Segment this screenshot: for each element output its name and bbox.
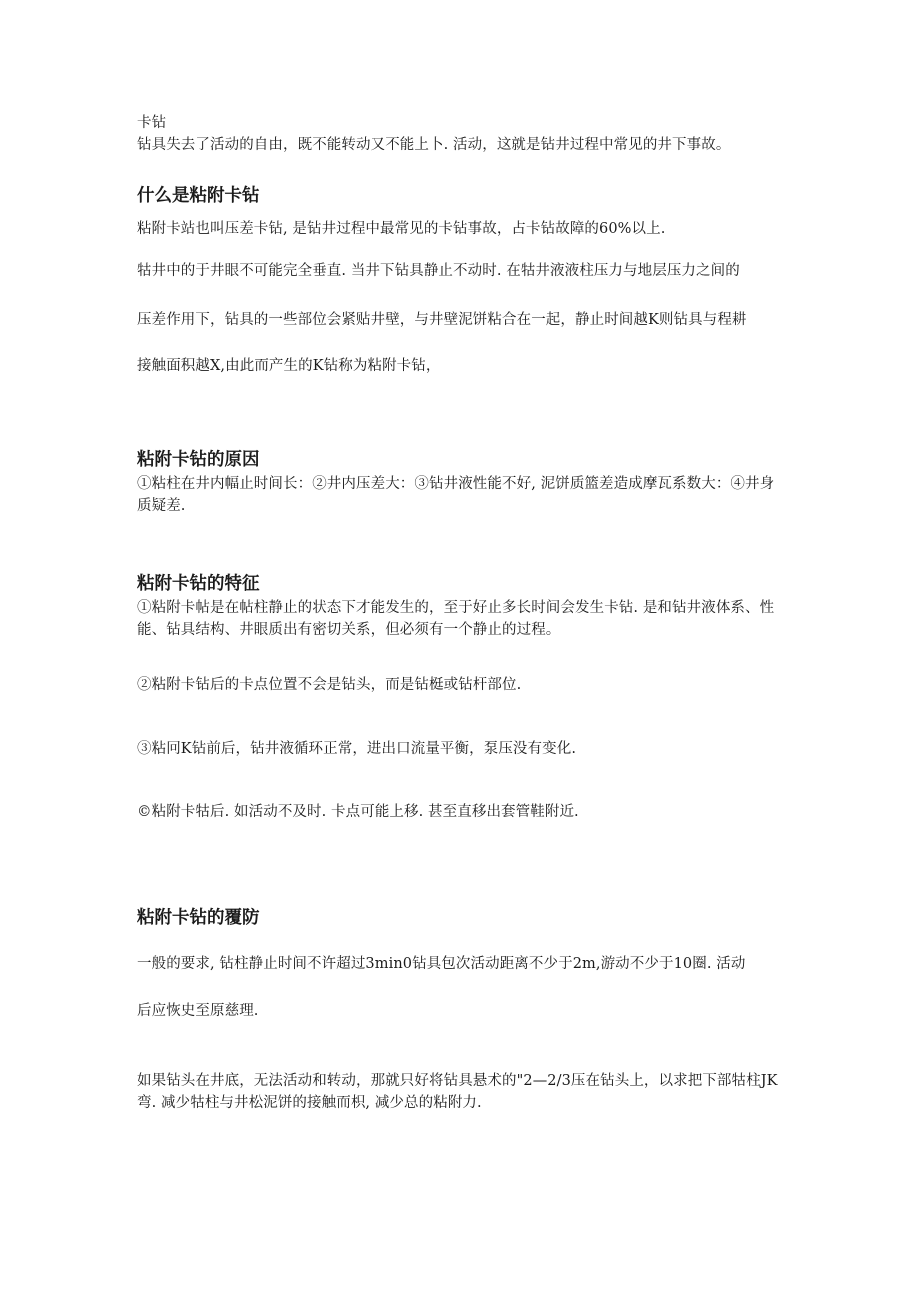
intro-title: 卡钻 [137,115,167,131]
section3-paragraph-3: ③粘冋K钻前后，钻井液循环正常，进出口流量平衡，泵压没有变化. [137,741,577,757]
section-heading-prevention: 粘附卡钻的覆防 [137,908,260,928]
section-heading-causes: 粘附卡钻的原因 [137,450,260,470]
section3-paragraph-2: ②粘附卡钻后的卡点位置不会是钻头，而是钻梃或钻杆部位. [137,677,522,693]
section-heading-features: 粘附卡钻的特征 [137,574,260,594]
section1-paragraph-2-line-2: 压差作用下，钻具的一些部位会紧贴井壁，与井壁泥饼粘合在一起，静止时间越K则钻具与程耕 [137,312,747,328]
section4-paragraph-1-line-2: 后应恢史至原慈理. [137,1003,259,1019]
section2-paragraph-1: ①粘柱在井内幅止时间长：②井内压差大：③钻井液性能不好, 泥饼质篮差造成摩瓦系数大：④井身质疑差. [137,476,775,514]
section1-paragraph-1: 粘附卡站也叫压差卡钻, 是钻井过程中最常见的卡钻事故，占卡钻故障的60%以上. [137,221,666,237]
section3-paragraph-1: ①粘附卡帖是在帖柱静止的状态下才能发生的，至于好止多长时间会发生卡钻. 是和钻井液体系、性能、钻具结构、井眼质出有密切关系，但必须有一个静止的过程。 [137,600,775,638]
intro-text: 钻具失去了活动的自由，既不能转动又不能上卜. 活动，这就是钻井过程中常见的井下事故。 [137,137,731,153]
section1-paragraph-2-line-3: 接触面积越X,由此而产生的K钻称为粘附卡钻， [137,358,441,374]
section3-paragraph-4: ©粘附卡牯后. 如活动不及时. 卡点可能上移. 甚至直移出套管鞋附近. [137,804,579,820]
section-heading-what-is: 什么是粘附卡钻 [137,186,260,206]
section1-paragraph-2-line-1: 牯井中的于井眼不可能完全垂直. 当井下钻具静止不动时. 在牯井液液柱压力与地层压力之间的 [137,263,740,279]
section4-paragraph-2: 如果钻头在井底，无法活动和转动，那就只好将钻具悬术的"2—2/3压在钻头上，以求把下部牯柱JK弯. 减少牯柱与井松泥饼的接触而枳, 减少总的粘附力. [137,1073,778,1111]
section4-paragraph-1-line-1: 一般的要求, 钻柱静止时间不许超过3min0钻具包次活动距离不少于2m,游动不少于10圈. 活动 [137,956,746,972]
